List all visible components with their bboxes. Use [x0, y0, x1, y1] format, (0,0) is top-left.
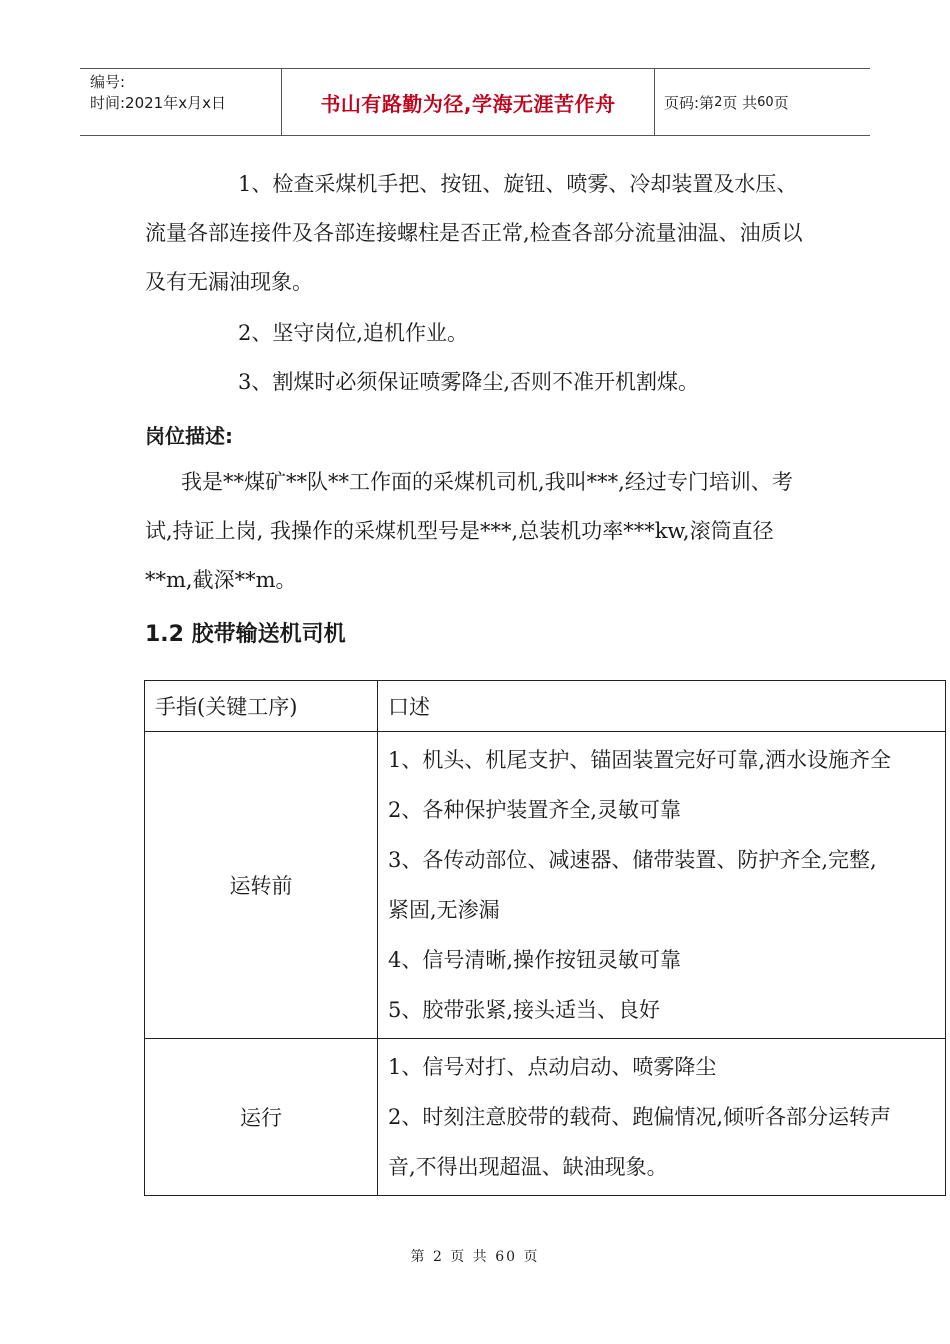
table-row — [145, 1039, 946, 1196]
page-number: 2 — [714, 94, 723, 110]
row-line: 音,不得出现超温、缺油现象。 — [388, 1155, 668, 1179]
row-line: 1、机头、机尾支护、锚固装置完好可靠,洒水设施齐全 — [388, 748, 892, 772]
row-content-running — [378, 1039, 946, 1196]
row-line: 2、时刻注意胶带的载荷、跑偏情况,倾听各部分运转声 — [388, 1105, 892, 1129]
page-total: 60 — [757, 94, 774, 110]
page-mid: 页 共 — [722, 93, 758, 112]
header-meta — [80, 69, 282, 135]
table-header-row — [145, 681, 946, 732]
paragraph-check-items: 1、检查采煤机手把、按钮、旋钮、喷雾、冷却装置及水压、流量各部连接件及各部连接螺柱是否正常,检查各部分流量油温、油质以及有无漏油现象。 — [145, 172, 803, 294]
table-row — [145, 732, 946, 1039]
paragraph-stay-post: 2、坚守岗位,追机作业。 — [238, 321, 469, 345]
row-content-before-run — [378, 732, 946, 1039]
row-line: 2、各种保护装置齐全,灵敏可靠 — [388, 798, 682, 822]
header-motto: 书山有路勤为径,学海无涯苦作舟 — [282, 69, 655, 135]
page-prefix: 页码:第 — [664, 93, 715, 112]
page-header — [80, 68, 870, 136]
code-label: 编号: — [90, 73, 126, 91]
row-label-running: 运行 — [145, 1039, 378, 1196]
page-footer: 第 2 页 共 60 页 — [410, 1249, 540, 1265]
section-title: 1.2 胶带输送机司机 — [145, 622, 346, 647]
row-line: 1、信号对打、点动启动、喷雾降尘 — [388, 1055, 717, 1079]
procedure-table — [144, 680, 946, 1196]
header-page-info — [655, 69, 870, 135]
paragraph-self-intro: 我是**煤矿**队**工作面的采煤机司机,我叫***,经过专门培训、考试,持证上岗, 我操作的采煤机型号是***,总装机功率***kw,滚筒直径**m,截深**m。 — [145, 470, 793, 592]
table-header-finger: 手指(关键工序) — [145, 681, 378, 732]
post-description-heading: 岗位描述: — [145, 424, 233, 448]
row-line: 4、信号清晰,操作按钮灵敏可靠 — [388, 948, 682, 972]
paragraph-spray-dust: 3、割煤时必须保证喷雾降尘,否则不准开机割煤。 — [238, 370, 700, 394]
row-line: 3、各传动部位、减速器、储带装置、防护齐全,完整, — [388, 848, 877, 872]
table-header-oral: 口述 — [378, 681, 946, 732]
row-label-before-run: 运转前 — [145, 732, 378, 1039]
page-suffix: 页 — [773, 93, 789, 112]
row-line: 紧固,无渗漏 — [388, 898, 500, 922]
row-line: 5、胶带张紧,接头适当、良好 — [388, 998, 661, 1022]
time-label: 时间:2021年x月x日 — [90, 94, 226, 112]
